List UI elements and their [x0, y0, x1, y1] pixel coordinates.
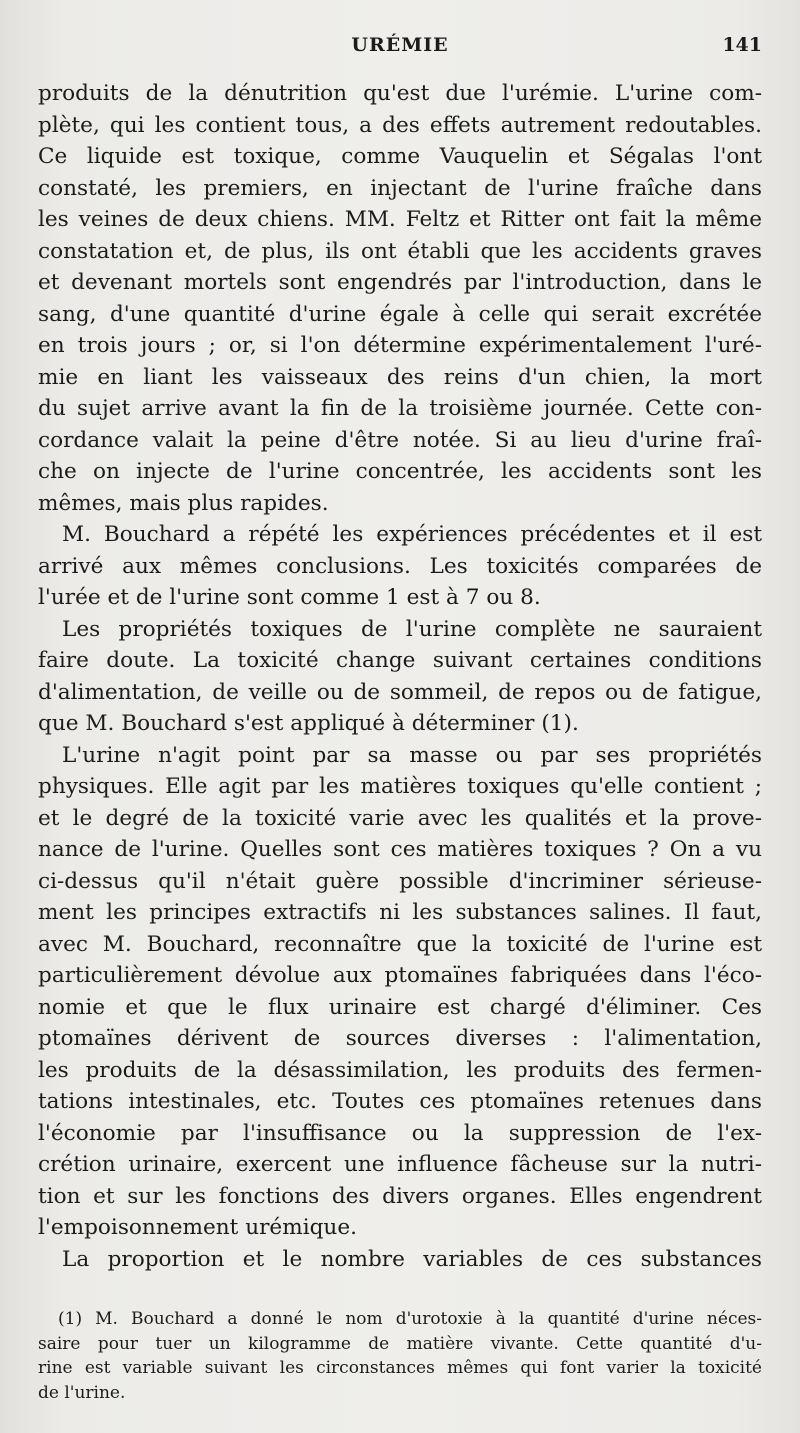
text-line: produits de la dénutrition qu'est due l'urémie. L'urine com-: [38, 81, 762, 106]
footnote-line: saire pour tuer un kilogramme de matière vivante. Cette quantité d'u-: [38, 1333, 762, 1354]
text-line: d'alimentation, de veille ou de sommeil, de repos ou de fatigue,: [38, 679, 762, 705]
text-line: cordance valait la peine d'être notée. Si au lieu d'urine fraî-: [38, 427, 762, 453]
page-number: 141: [722, 34, 762, 56]
text-line: les produits de la désassimilation, les produits des fermen-: [38, 1057, 762, 1083]
text-line: l'urée et de l'urine sont comme 1 est à 7 ou 8.: [38, 585, 541, 610]
text-line: physiques. Elle agit par les matières toxiques qu'elle contient ;: [38, 774, 762, 799]
text-line: L'urine n'agit point par sa masse ou par ses propriétés: [62, 742, 762, 768]
text-line: plète, qui les contient tous, a des effets autrement redoutables.: [38, 112, 762, 138]
text-line: les veines de deux chiens. MM. Feltz et Ritter ont fait la même: [38, 207, 762, 232]
footnote-line: (1) M. Bouchard a donné le nom d'urotoxie à la quantité d'urine néces-: [58, 1309, 762, 1329]
text-line: Ce liquide est toxique, comme Vauquelin et Ségalas l'ont: [38, 144, 762, 169]
text-line: nomie et que le flux urinaire est chargé d'éliminer. Ces: [38, 994, 762, 1020]
page-header: [38, 34, 762, 74]
text-line: du sujet arrive avant la fin de la troisième journée. Cette con-: [38, 396, 762, 421]
text-line: avec M. Bouchard, reconnaître que la toxicité de l'urine est: [38, 931, 762, 957]
text-line: arrivé aux mêmes conclusions. Les toxicités comparées de: [38, 553, 762, 579]
text-line: constaté, les premiers, en injectant de l'urine fraîche dans: [38, 175, 762, 201]
footnote-line: rine est variable suivant les circonstances mêmes qui font varier la toxicité: [38, 1358, 762, 1378]
footnote: [38, 1307, 762, 1405]
text-line: tations intestinales, etc. Toutes ces ptomaïnes retenues dans: [38, 1089, 762, 1114]
text-line: sang, d'une quantité d'urine égale à celle qui serait excrétée: [38, 301, 762, 327]
footnote-line: de l'urine.: [38, 1382, 126, 1403]
text-line: ptomaïnes dérivent de sources diverses : l'alimentation,: [38, 1026, 762, 1051]
text-line: constatation et, de plus, ils ont établi que les accidents graves: [38, 238, 762, 264]
running-title: URÉMIE: [351, 34, 449, 56]
text-line: che on injecte de l'urine concentrée, les accidents sont les: [38, 459, 762, 484]
text-line: en trois jours ; or, si l'on détermine expérimentalement l'uré-: [38, 333, 762, 358]
text-line: M. Bouchard a répété les expériences précédentes et il est: [62, 522, 762, 547]
text-line: ment les principes extractifs ni les substances salines. Il faut,: [38, 900, 762, 925]
text-line: crétion urinaire, exercent une influence fâcheuse sur la nutri-: [38, 1152, 762, 1177]
text-line: faire doute. La toxicité change suivant certaines conditions: [38, 648, 762, 673]
text-line: et devenant mortels sont engendrés par l'introduction, dans le: [38, 270, 762, 295]
text-line: que M. Bouchard s'est appliqué à déterminer (1).: [38, 711, 579, 736]
text-line: Les propriétés toxiques de l'urine complète ne sauraient: [62, 616, 762, 642]
text-line: l'économie par l'insuffisance ou la suppression de l'ex-: [38, 1120, 762, 1146]
text-line: l'empoisonnement urémique.: [38, 1215, 357, 1240]
text-line: mie en liant les vaisseaux des reins d'un chien, la mort: [38, 364, 762, 390]
text-line: et le degré de la toxicité varie avec les qualités et la prove-: [38, 805, 762, 831]
text-line: La proportion et le nombre variables de ces substances: [62, 1246, 762, 1272]
text-line: ci-dessus qu'il n'était guère possible d'incriminer sérieuse-: [38, 868, 762, 894]
text-line: mêmes, mais plus rapides.: [38, 490, 329, 516]
text-line: nance de l'urine. Quelles sont ces matières toxiques ? On a vu: [38, 837, 762, 862]
text-line: particulièrement dévolue aux ptomaïnes fabriquées dans l'éco-: [38, 963, 762, 988]
text-line: tion et sur les fonctions des divers organes. Elles engendrent: [38, 1183, 762, 1209]
main-text: [38, 78, 762, 1275]
